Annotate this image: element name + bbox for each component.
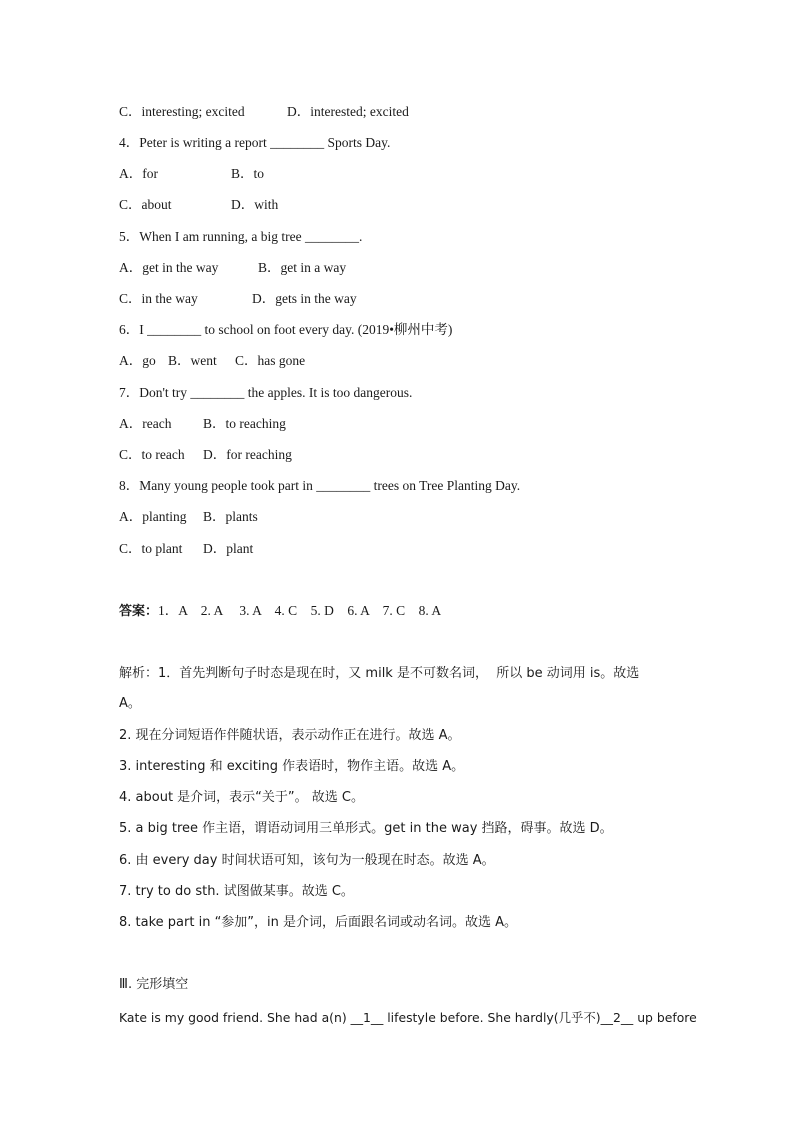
analysis-line-2: 2. 现在分词短语作伴随状语，表示动作正在进行。故选 A。 (119, 728, 461, 743)
q5-options-ab (119, 259, 346, 277)
q3-option-d: D．interested; excited (287, 104, 409, 119)
q8-options-ab (119, 508, 258, 526)
q8-stem: 8．Many young people took part in ________ trees on Tree Planting Day. (119, 478, 521, 493)
q7-options-cd (119, 446, 292, 464)
q5-stem: 5．When I am running, a big tree ________. (119, 229, 363, 244)
analysis-line-1 (119, 664, 639, 683)
q8-options-cd (119, 540, 253, 558)
q3-option-c: C．interesting; excited (119, 104, 245, 119)
analysis-line-7: 7. try to do sth. 试图做某事。故选 C。 (119, 884, 354, 899)
q7-option-c: C．to reach (119, 447, 185, 462)
q8-option-d: D．plant (203, 541, 254, 556)
q6-option-c: C．has gone (235, 353, 306, 368)
q5-option-b: B．get in a way (258, 260, 347, 275)
q4-option-d: D．with (231, 197, 279, 212)
q4-option-c: C．about (119, 197, 172, 212)
q7-option-d: D．for reaching (203, 447, 292, 462)
q6-option-a: A．go (119, 353, 156, 368)
answer-key (119, 602, 441, 621)
q3-options-cd (119, 103, 409, 121)
cloze-line-1: Kate is my good friend. She had a(n) __1__ lifestyle before. She hardly(几乎不)__2__ up before (119, 1010, 697, 1025)
analysis-line-3: 3. interesting 和 exciting 作表语时，物作主语。故选 A。 (119, 759, 465, 774)
q7-option-b: B．to reaching (203, 416, 286, 431)
q7-option-a: A．reach (119, 416, 172, 431)
analysis-line-8: 8. take part in “参加”，in 是介词，后面跟名词或动名词。故选 A。 (119, 915, 518, 930)
q7-stem: 7．Don't try ________ the apples. It is too dangerous. (119, 385, 413, 400)
q6-option-b: B．went (168, 353, 217, 368)
q5-option-d: D．gets in the way (252, 291, 357, 306)
q4-options-cd (119, 196, 278, 214)
answer-list: 1．A 2. A 3. A 4. C 5. D 6. A 7. C 8. A (158, 603, 442, 618)
q8-option-c: C．to plant (119, 541, 183, 556)
analysis-line-5: 5. a big tree 作主语，谓语动词用三单形式。get in the way 挡路，碍事。故选 D。 (119, 821, 613, 836)
q8-option-b: B．plants (203, 509, 258, 524)
analysis-label: 解析： (119, 666, 159, 681)
q5-option-c: C．in the way (119, 291, 198, 306)
q4-stem: 4．Peter is writing a report ________ Sports Day. (119, 135, 391, 150)
analysis-line-6: 6. 由 every day 时间状语可知，该句为一般现在时态。故选 A。 (119, 853, 495, 868)
section-3-heading: Ⅲ. 完形填空 (119, 977, 189, 992)
q5-options-cd (119, 290, 357, 308)
answer-label: 答案： (119, 604, 159, 619)
q4-options-ab (119, 165, 264, 183)
q8-option-a: A．planting (119, 509, 187, 524)
q4-option-b: B．to (231, 166, 265, 181)
q6-options (119, 352, 305, 370)
analysis-line-4: 4. about 是介词，表示“关于”。 故选 C。 (119, 790, 364, 805)
q7-options-ab (119, 415, 286, 433)
q6-stem: 6．I ________ to school on foot every day. (2019•柳州中考) (119, 322, 453, 337)
q4-option-a: A．for (119, 166, 158, 181)
analysis-line-1-cont: A。 (119, 696, 141, 711)
analysis-1-text: 1．首先判断句子时态是现在时，又 milk 是不可数名词， 所以 be 动词用 is。故选 (158, 666, 640, 681)
q5-option-a: A．get in the way (119, 260, 219, 275)
